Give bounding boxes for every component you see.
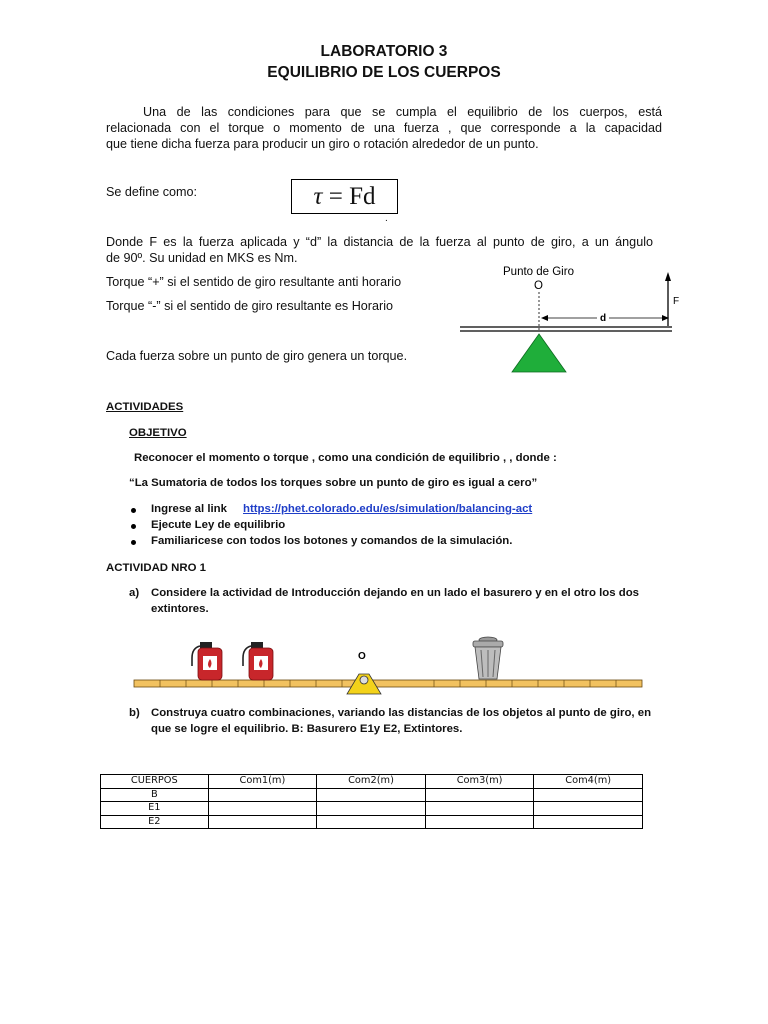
- tau-symbol: τ: [313, 183, 323, 210]
- force-label: F: [673, 296, 680, 307]
- header-com1: Com1(m): [208, 775, 317, 789]
- table-cell[interactable]: [425, 802, 534, 816]
- pivot-point-label: O: [534, 280, 543, 292]
- bullet-1: [131, 508, 136, 513]
- each-force-text: Cada fuerza sobre un punto de giro genera un torque.: [106, 349, 408, 363]
- table-cell[interactable]: [317, 788, 426, 802]
- fire-extinguisher-2-icon: [243, 642, 273, 680]
- table-row: [101, 788, 643, 802]
- objective-text: Reconocer el momento o torque , como una condición de equilibrio , , donde :: [134, 452, 557, 464]
- activities-heading: ACTIVIDADES: [106, 401, 184, 413]
- table-cell[interactable]: [317, 815, 426, 829]
- item-a-line-1: Considere la actividad de Introducción dejando en un lado el basurero y en el otro los dos: [151, 587, 639, 599]
- row-label-e2: E2: [101, 815, 209, 829]
- pivot-o-label: O: [358, 651, 366, 662]
- torque-diagram: [455, 262, 695, 377]
- explanation-line-2: de 90º. Su unidad en MKS es Nm.: [106, 251, 298, 265]
- item-b-line-2: que se logre el equilibrio. B: Basurero E1y E2, Extintores.: [151, 723, 463, 735]
- header-com3: Com3(m): [425, 775, 534, 789]
- fulcrum-pivot: [360, 676, 368, 684]
- bullet-2: [131, 524, 136, 529]
- bullet-1-prefix: Ingrese al link: [151, 503, 227, 515]
- intro-line-3: que tiene dicha fuerza para producir un giro o rotación alrededor de un punto.: [106, 137, 539, 151]
- equilibrium-quote: “La Sumatoria de todos los torques sobre un punto de giro es igual a cero”: [129, 477, 538, 489]
- item-b-line-1: Construya cuatro combinaciones, variando las distancias de los objetos al punto de giro, en: [151, 707, 652, 719]
- trash-can-icon: [473, 637, 503, 679]
- item-a-marker: a): [129, 587, 140, 599]
- pivot-label: Punto de Giro: [503, 266, 574, 278]
- objective-heading: OBJETIVO: [129, 427, 187, 439]
- table-cell[interactable]: [534, 802, 643, 816]
- distance-arrow-left-head: [541, 315, 548, 321]
- table-row: [101, 802, 643, 816]
- bullet-2-text: Ejecute Ley de equilibrio: [151, 519, 286, 531]
- pivot-triangle: [512, 334, 566, 372]
- explanation-line-1: Donde F es la fuerza aplicada y “d” la distancia de la fuerza al punto de giro, a un ángulo: [106, 235, 653, 249]
- formula-dot: .: [385, 213, 388, 224]
- table-row: [101, 815, 643, 829]
- header-cuerpos: CUERPOS: [101, 775, 209, 789]
- intro-line-1: Una de las condiciones para que se cumpla el equilibrio de los cuerpos, está: [143, 105, 662, 119]
- phet-simulation-link[interactable]: https://phet.colorado.edu/es/simulation/balancing-act: [243, 503, 533, 515]
- bullet-3: [131, 540, 136, 545]
- definition-label: Se define como:: [106, 185, 198, 199]
- header-com4: Com4(m): [534, 775, 643, 789]
- bullet-3-text: Familiaricese con todos los botones y comandos de la simulación.: [151, 535, 513, 547]
- torque-negative-text: Torque “-” si el sentido de giro resultante es Horario: [106, 299, 393, 313]
- table-cell[interactable]: [425, 815, 534, 829]
- plank: [134, 680, 642, 687]
- item-b-marker: b): [129, 707, 140, 719]
- activity-1-heading: ACTIVIDAD NRO 1: [106, 562, 206, 574]
- table-cell[interactable]: [425, 788, 534, 802]
- table-cell[interactable]: [208, 802, 317, 816]
- torque-formula: [291, 179, 398, 214]
- item-a-line-2: extintores.: [151, 603, 209, 615]
- results-table: [100, 774, 643, 829]
- lab-subtitle: EQUILIBRIO DE LOS CUERPOS: [267, 64, 501, 81]
- intro-line-2: relacionada con el torque o momento de una fuerza , que corresponde a la capacidad: [106, 121, 662, 135]
- fire-extinguisher-1-icon: [192, 642, 222, 680]
- torque-positive-text: Torque “+” si el sentido de giro resultante anti horario: [106, 275, 402, 289]
- distance-label: d: [600, 313, 607, 324]
- lab-title: LABORATORIO 3: [320, 43, 448, 60]
- formula-rest: = Fd: [322, 183, 376, 210]
- table-cell[interactable]: [317, 802, 426, 816]
- table-header-row: [101, 775, 643, 789]
- row-label-e1: E1: [101, 802, 209, 816]
- table-cell[interactable]: [534, 815, 643, 829]
- table-cell[interactable]: [534, 788, 643, 802]
- header-com2: Com2(m): [317, 775, 426, 789]
- force-arrow-head: [665, 272, 671, 281]
- row-label-b: B: [101, 788, 209, 802]
- balance-illustration: [130, 632, 650, 702]
- table-cell[interactable]: [208, 815, 317, 829]
- table-cell[interactable]: [208, 788, 317, 802]
